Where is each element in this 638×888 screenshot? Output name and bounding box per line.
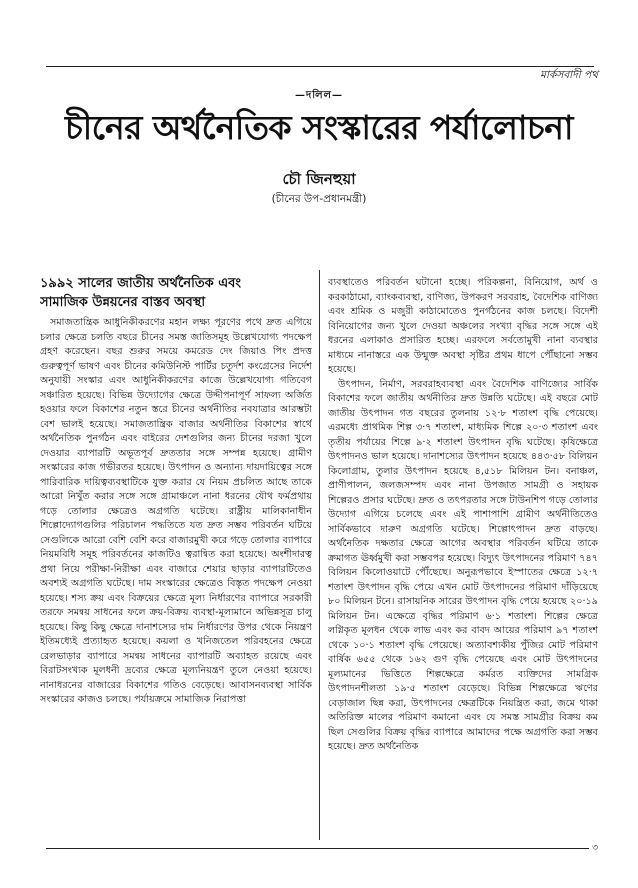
- author-role: (চীনের উপ-প্রধানমন্ত্রী): [271, 193, 367, 205]
- running-head: মার্কসবাদী পথ: [540, 69, 598, 81]
- body-paragraph: ব্যবস্থাতেও পরিবর্তন ঘটানো হচ্ছে। পরিকল্পনা, বিনিয়োগ, অর্থ ও করকাঠামো, ব্যাংকব্যবস্থা, বাণিজ্য, উপকরণ সরবরাহ, বৈদেশিক বাণিজ্য এবং শ্রমিক ও মজুরী কাঠামোতেও পুনর্গঠনের কাজ চলছে। বিদেশী বিনিয়োগের জন্য খুলে দেওয়া অঞ্চলের সংখ্যা বৃদ্ধির সঙ্গে সঙ্গে এই ধরনের এলাকাও প্রসারিত হচ্ছে। এরফলে সর্বতোমুখী নানা ব্যবস্থার মাধ্যমে নানাস্তরে এক উন্মুক্ত অবস্থা সৃষ্টির প্রথম ধাপে পৌঁছানো সম্ভব হয়েছে।: [328, 277, 598, 375]
- left-column: [40, 274, 312, 840]
- section-label: —দলিল—: [294, 90, 344, 101]
- column-divider: [319, 270, 320, 840]
- section-heading: [40, 274, 312, 312]
- body-paragraph: সমাজতান্ত্রিক আধুনিকীকরণের মহান লক্ষ্য পূরণের পথে দ্রুত এগিয়ে চলার ক্ষেত্রে চলতি বছরে চীনের সমস্ত জাতিসমূহ উল্লেখযোগ্য পদক্ষেপ গ্রহণ করেছেন। বছর শুরুর সময়ে কমরেড দেং জিয়াও পিং প্রদত্ত গুরুত্বপূর্ণ ভাষণ এবং চীনের কমিউনিস্ট পার্টির চতুর্দশ কংগ্রেসের নির্দেশ অনুযায়ী সংস্কার এবং আধুনিকীকরণের কাজে উল্লেখযোগ্য গতিবেগ সঞ্চারিত হয়েছে। বিভিন্ন উদ্যোগের ক্ষেত্রে উদ্দীপনাপূর্ণ সাফল্য অর্জিত হওয়ার ফলে বিকাশের নতুন স্তরে চীনের অর্থনীতির নবযাত্রার আরম্ভটা বেশ ভালই হয়েছে। সমাজতান্ত্রিক বাজার অর্থনীতির বিকাশের স্বার্থে অর্থনৈতিক পুনর্গঠন এবং বাইরের দেশগুলির জন্য চীনের দরজা খুলে দেওয়ার ব্যাপারটি অভূতপূর্ব দ্রুততার সঙ্গে সম্পন্ন হয়েছে। গ্রামীণ সংস্কারের কাজ গভীরতর হয়েছে। উৎপাদন ও অন্যান্য দায়দায়িত্বের সঙ্গে পারিবারিক দায়িত্বব্যবস্থাটিকে যুক্ত করার যে নিয়ম প্রচলিত আছে তাকে আরো নিখুঁত করার সঙ্গে সঙ্গে গ্রামাঞ্চলে নানা ধরনের যৌথ ফর্মপ্রথায় গড়ে তোলার ক্ষেত্রেও অগ্রগতি ঘটেছে। রাষ্ট্রীয় মালিকানাধীন শিল্পোদ্যোগগুলির পরিচালন পদ্ধতিতে যত দ্রুত সম্ভব পরিবর্তন ঘটিয়ে সেগুলিকে আরো বেশি বেশি করে বাজারমুখী করে গড়ে তোলার ব্যাপারে নিয়মবিধি সমূহ পরিবর্তনের কাজটিও ত্বরান্বিত করা হয়েছে। অংশীদারত্ব প্রথা নিয়ে পরীক্ষা-নিরীক্ষা এবং বাজারে শেয়ার ছাড়ার ব্যাপারটিতেও অবশ্যই অগ্রগতি ঘটেছে। দাম সংস্কারের ক্ষেত্রেও বিস্তৃত পদক্ষেপ নেওয়া হয়েছে। শস্য ক্রয় এবং বিক্রয়ের ক্ষেত্রে মূল্য নির্ধারণের ব্যাপারে সরকারী তরফে সমন্বয় সাধনের ফলে ক্রয়-বিক্রয় ব্যবস্থা-মূল্যমানে অভিন্নসূত্র চালু হয়েছে। কিছু কিছু ক্ষেত্রে দানাশস্যের দাম নির্ধারণের উপর থেকে নিয়ন্ত্রণ ইতিমধ্যেই প্রত্যাহৃত হয়েছে। কয়লা ও খনিজতেল পরিবহনের ক্ষেত্রে রেলভাড়ার ব্যাপারে সমন্বয় সাধনের ব্যাপারটি অব্যাহত রয়েছে এবং বিরাটসংখ্যক মূলধনী দ্রব্যের ক্ষেত্রে মূল্যনিয়ন্ত্রণ তুলে নেওয়া হয়েছে। নানাধরনের বাজারের বিকাশের গতিও বেড়েছে। আবাসনব্যবস্থা সার্বিক সংস্কারের কাজও চলছে। পর্যায়ক্রমে সামাজিক নিরাপত্তা: [40, 317, 312, 705]
- top-rule: [46, 66, 594, 67]
- section-heading-line-2: সামাজিক উন্নয়নের বাস্তব অবস্থা: [40, 295, 206, 310]
- right-column: [328, 276, 598, 842]
- page-number: ৩: [589, 840, 598, 855]
- section-heading-line-1: ১৯৯২ সালের জাতীয় অর্থনৈতিক এবং: [40, 276, 241, 291]
- article-author: চৌ জিনহুয়া: [282, 170, 356, 188]
- bottom-rule: [46, 848, 594, 849]
- article-title: চীনের অর্থনৈতিক সংস্কারের পর্যালোচনা: [64, 108, 573, 147]
- body-paragraph: উৎপাদন, নির্মাণ, সরবরাহব্যবস্থা এবং বৈদেশিক বাণিজ্যের সার্বিক বিকাশের ফলে জাতীয় অর্থনীতির দ্রুত উন্নতি ঘটেছে। এই বছরে মোট জাতীয় উৎপাদন গত বছরের তুলনায় ১২·৮ শতাংশ বৃদ্ধি পেয়েছে। এরমধ্যে প্রাথমিক শিল্প ৩·৭ শতাংশ, মাধ্যমিক শিল্পে ২০·৩ শতাংশ এবং তৃতীয় পর্যায়ের শিল্পে ৯·২ শতাংশ উৎপাদন বৃদ্ধি ঘটেছে। কৃষিক্ষেত্রে উৎপাদনও ভাল হয়েছে। দানাশস্যের উৎপাদন হয়েছে ৪৪৩·৫৮ বিলিয়ন কিলোগ্রাম, তুলার উৎপাদন হয়েছে ৪,৫১৮ মিলিয়ন টন। বনাঞ্চল, প্রাণীপালন, জলজসম্পদ এবং নানা উপজাত সামগ্রী ও সহায়ক শিল্পেরও প্রসার ঘটেছে। দ্রুত ও তৎপরতার সঙ্গে টাউনশিপ গড়ে তোলার উদ্যোগ এগিয়ে চলেছে এবং এই পাশাপাশি গ্রামীণ অর্থনীতিতেও সার্বিকভাবে দারুণ অগ্রগতি ঘটেছে। শিল্পোৎপাদন দ্রুত বাড়ছে। অর্থনৈতিক দক্ষতার ক্ষেত্রে আগের অবস্থার পরিবর্তন ঘটিয়ে তাকে ক্রমাগত ঊর্ধ্বমুখী করা সম্ভবপর হয়েছে। বিদ্যুৎ উৎপাদনের পরিমাণ ৭৪৭ বিলিয়ন কিলোওয়াটে পৌঁছেছে। অনুরূপভাবে ইস্পাতের ক্ষেত্রে ১২·৭ শতাংশ উৎপাদন বৃদ্ধি পেয়ে এখন মোট উৎপাদনের পরিমাণ দাঁড়িয়েছে ৮০ মিলিয়ন টনে। রাসায়নিক সারের উৎপাদন বৃদ্ধি পেয়ে হয়েছে ২০·১৯ মিলিয়ন টন। এক্ষেত্রে বৃদ্ধির পরিমাণ ৬·১ শতাংশ। শিল্পের ক্ষেত্রে লগ্নিকৃত মূলধন থেকে লাভ এবং কর বাবদ আয়ের পরিমাণ ৯৭ শতাংশ থেকে ১০·১ শতাংশ বৃদ্ধি পেয়েছে। অত্যাবশ্যকীয় পুঁজির মোট পরিমাণ বার্ষিক ৬৫৫ থেকে ১৬২ গুণ বৃদ্ধি পেয়েছে এবং মোট উৎপাদনের মূল্যমানের ভিত্তিতে শিল্পক্ষেত্রে কর্মরত ব্যক্তিদের সামগ্রিক উৎপাদনশীলতা ১৯·৫ শতাংশ বেড়েছে। বিভিন্ন শিল্পক্ষেত্রে ঋণের বেড়াজাল ছিন্ন করা, উৎপাদনের ক্ষেত্রটিকে নিয়ন্ত্রিত করা, জমে থাকা অতিরিক্ত মালের পরিমাণ কমানো এবং যে সমস্ত সামগ্রীর বিক্রয় কম ছিল সেগুলির বিক্রয় বৃদ্ধির ব্যাপারে আমাদের পক্ষে অগ্রগতি করা সম্ভব হয়েছে। দ্রুত অর্থনৈতিক: [328, 378, 598, 752]
